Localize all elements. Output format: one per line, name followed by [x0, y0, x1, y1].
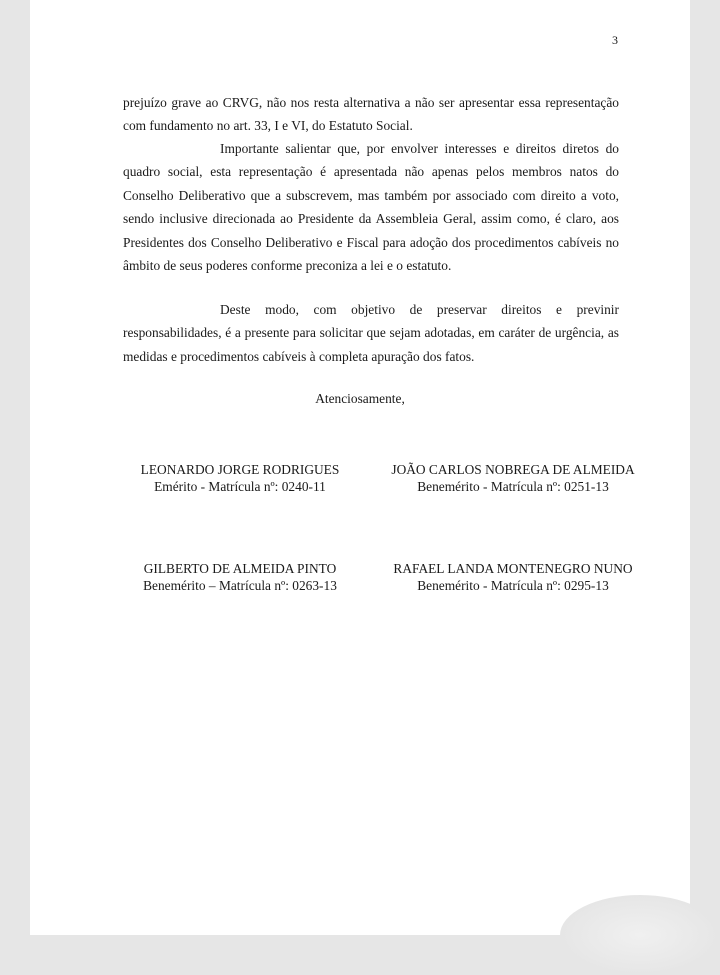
signatory-name: GILBERTO DE ALMEIDA PINTO	[143, 561, 337, 576]
signature-block	[363, 461, 663, 495]
document-page	[30, 0, 690, 935]
paragraph-request: Deste modo, com objetivo de preservar direitos e previnir responsabilidades, é a presente para solicitar que sejam adotadas, em caráter de urgência, as medidas e procedimentos cabíveis à completa apuração dos fatos.	[123, 302, 619, 364]
signatory-title: Benemérito – Matrícula nº: 0263-13	[143, 578, 337, 593]
signature-block	[90, 560, 390, 594]
signatory-name: LEONARDO JORGE RODRIGUES	[140, 462, 340, 477]
paragraph-continuation: prejuízo grave ao CRVG, não nos resta alternativa a não ser apresentar essa representação com fundamento no art. 33, I e VI, do Estatuto Social.	[123, 95, 619, 134]
signatory-name: RAFAEL LANDA MONTENEGRO NUNO	[393, 561, 633, 576]
closing-salutation: Atenciosamente,	[315, 391, 405, 406]
signatory-title: Emérito - Matrícula nº: 0240-11	[154, 479, 326, 494]
paragraph-representation: Importante salientar que, por envolver interesses e direitos diretos do quadro social, esta representação é apresentada não apenas pelos membros natos do Conselho Deliberativo que a subscrevem, mas também por associado com direito a voto, sendo inclusive direcionada ao Presidente da Assembleia Geral, assim como, é claro, aos Presidentes dos Conselho Deliberativo e Fiscal para adoção dos procedimentos cabíveis no âmbito de seus poderes conforme preconiza a lei e o estatuto.	[123, 141, 619, 274]
page-number: 3	[612, 33, 618, 47]
signatory-name: JOÃO CARLOS NOBREGA DE ALMEIDA	[391, 462, 635, 477]
signatory-title: Benemérito - Matrícula nº: 0295-13	[417, 578, 609, 593]
signature-block	[363, 560, 663, 594]
page-curl-shadow	[560, 895, 720, 975]
signature-block	[90, 461, 390, 495]
signatory-title: Benemérito - Matrícula nº: 0251-13	[417, 479, 609, 494]
